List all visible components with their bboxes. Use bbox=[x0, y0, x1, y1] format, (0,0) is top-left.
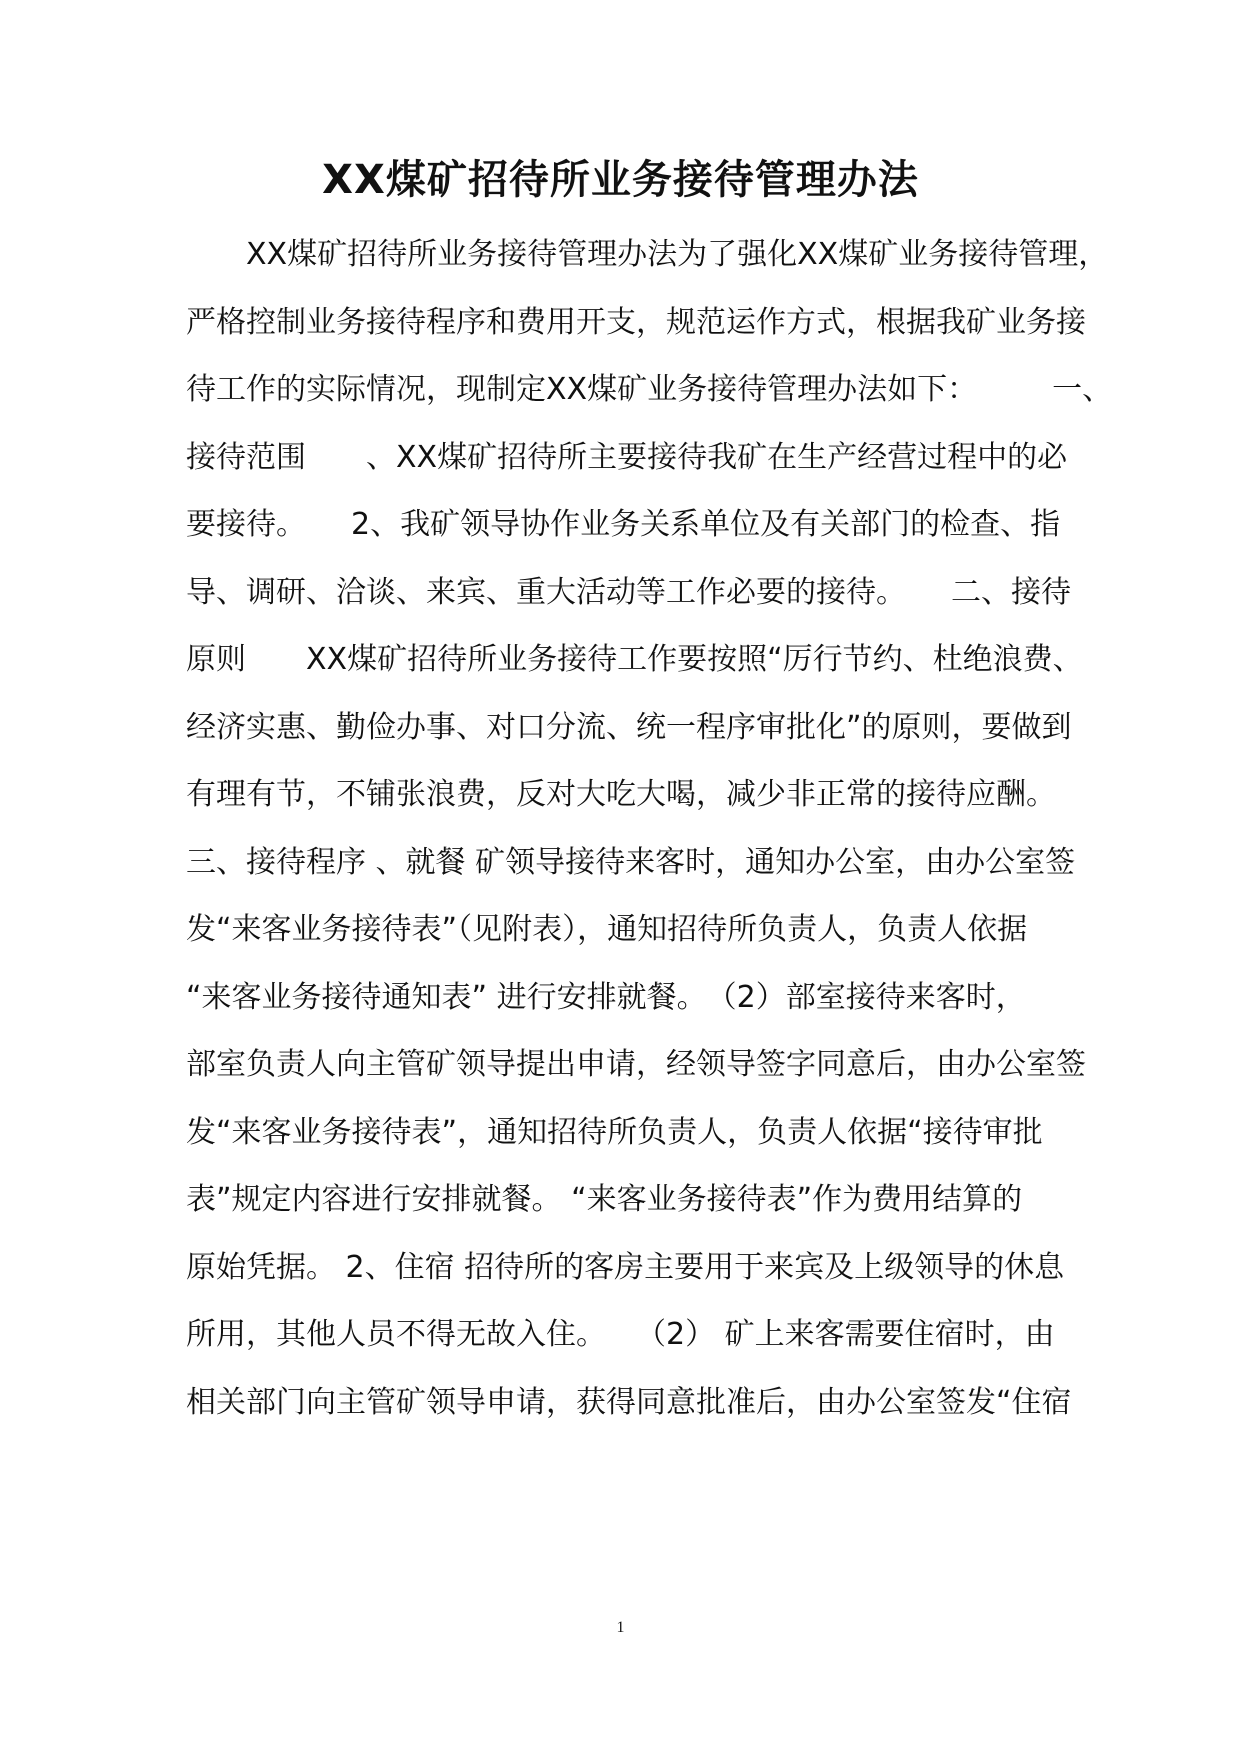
body-text-line: 表”规定内容进行安排就餐。 “来客业务接待表”作为费用结算的 bbox=[186, 1182, 1023, 1217]
body-text-line: 原始凭据。 2、住宿 招待所的客房主要用于来宾及上级领导的休息 bbox=[186, 1250, 1065, 1285]
body-text-line: 发“来客业务接待表”（见附表），通知招待所负责人，负责人依据 bbox=[186, 912, 1028, 947]
body-text-line: 导、调研、洽谈、来宾、重大活动等工作必要的接待。 二、接待 bbox=[186, 575, 1071, 610]
body-text-line: 所用，其他人员不得无故入住。 （2） 矿上来客需要住宿时，由 bbox=[186, 1317, 1055, 1352]
body-text-line: 有理有节，不铺张浪费，反对大吃大喝，减少非正常的接待应酬。 bbox=[186, 777, 1056, 812]
body-text-line: 要接待。 2、我矿领导协作业务关系单位及有关部门的检查、指 bbox=[186, 507, 1061, 542]
body-text-line: “来客业务接待通知表” 进行安排就餐。 （2）部室接待来客时， bbox=[186, 980, 1026, 1015]
body-text-line: XX煤矿招待所业务接待管理办法为了强化XX煤矿业务接待管理， bbox=[186, 237, 1109, 272]
body-text-line: 相关部门向主管矿领导申请，获得同意批准后，由办公室签发“住宿 bbox=[186, 1385, 1072, 1420]
body-text-line: 接待范围 、XX煤矿招待所主要接待我矿在生产经营过程中的必 bbox=[186, 440, 1068, 475]
body-text-line: 原则 XX煤矿招待所业务接待工作要按照“厉行节约、杜绝浪费、 bbox=[186, 642, 1083, 677]
body-text-line: 发“来客业务接待表”，通知招待所负责人，负责人依据“接待审批 bbox=[186, 1115, 1043, 1150]
body-text-line: 严格控制业务接待程序和费用开支，规范运作方式，根据我矿业务接 bbox=[186, 305, 1086, 340]
body-text-line: 经济实惠、勤俭办事、对口分流、统一程序审批化”的原则，要做到 bbox=[186, 710, 1072, 745]
document-title: XX煤矿招待所业务接待管理办法 bbox=[322, 157, 919, 203]
page-number: 1 bbox=[616, 1619, 625, 1636]
body-text-line: 三、接待程序 、就餐 矿领导接待来客时，通知办公室，由办公室签 bbox=[186, 845, 1076, 880]
body-text-line: 待工作的实际情况，现制定XX煤矿业务接待管理办法如下： 一、 bbox=[186, 372, 1113, 407]
body-text-line: 部室负责人向主管矿领导提出申请，经领导签字同意后，由办公室签 bbox=[186, 1047, 1086, 1082]
